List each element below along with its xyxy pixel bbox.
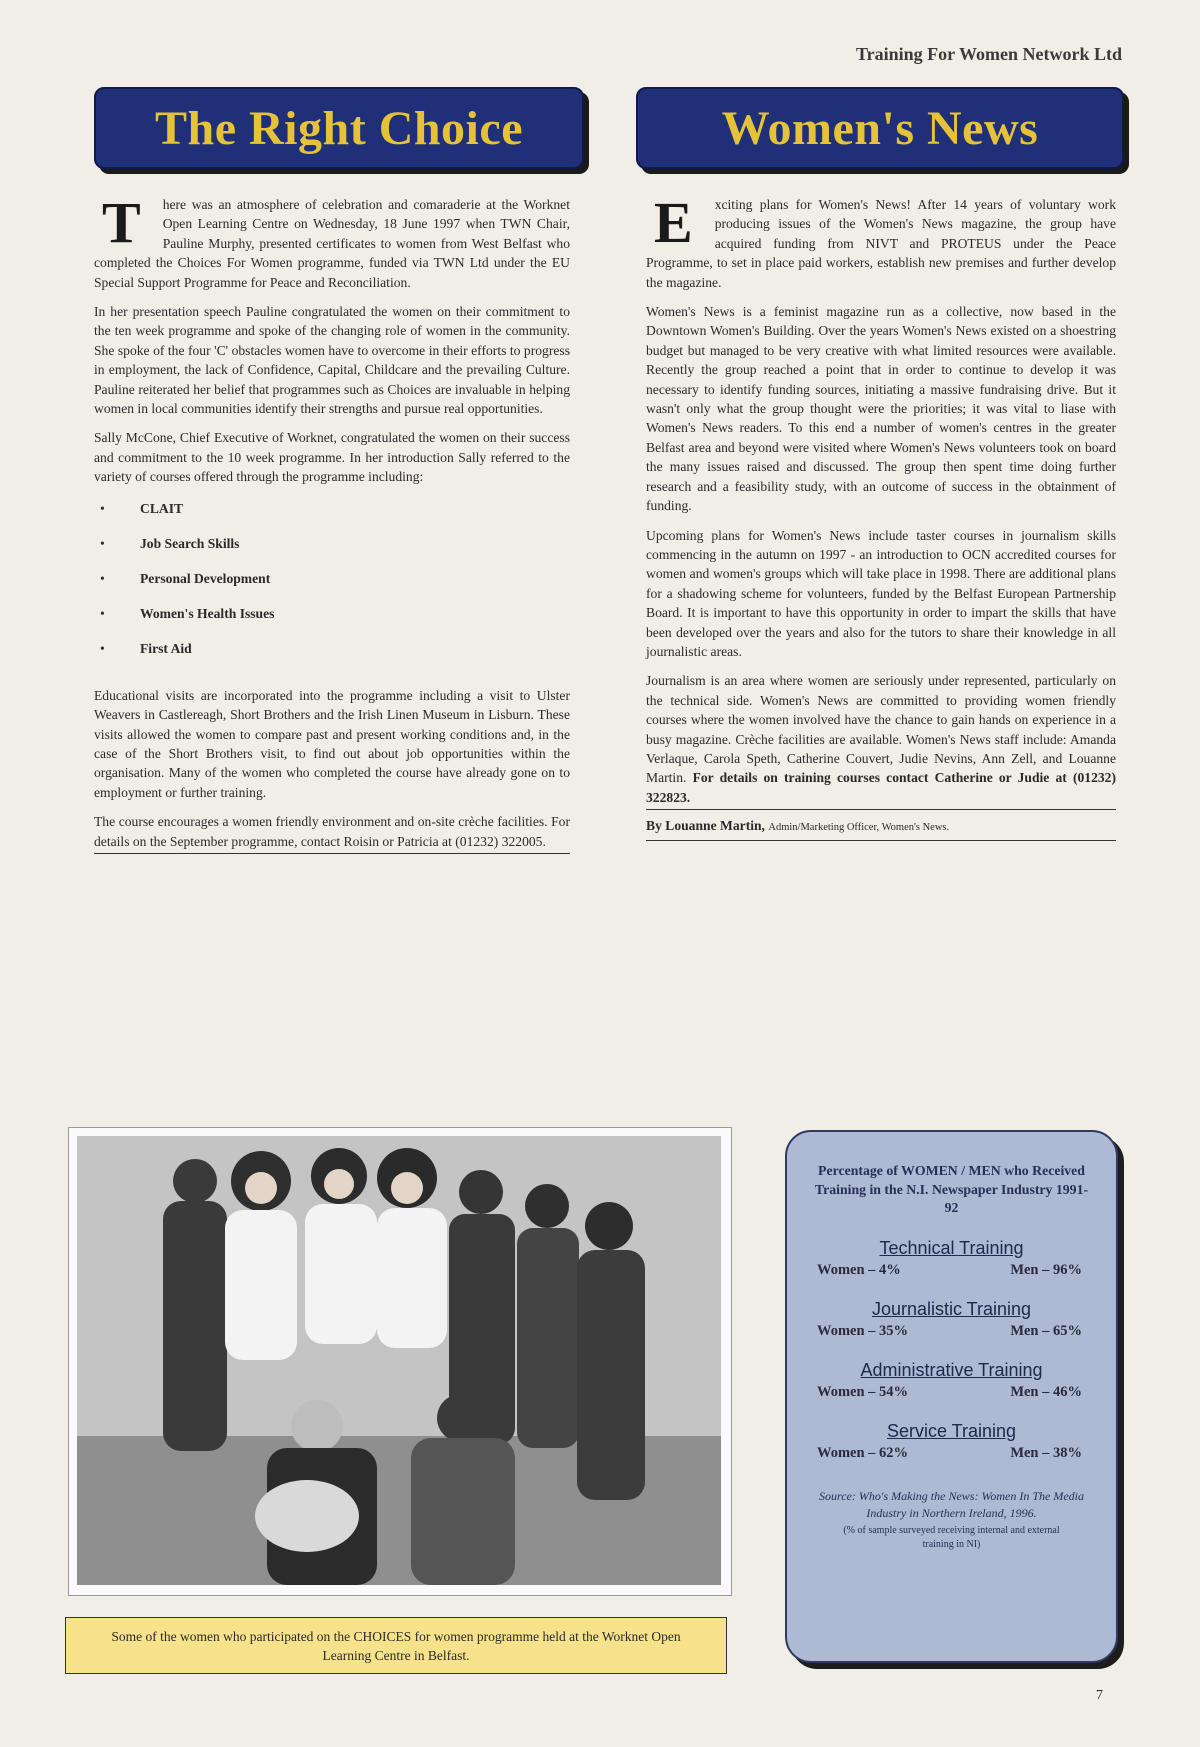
group-photo-image bbox=[77, 1136, 721, 1585]
training-stats-box bbox=[785, 1130, 1118, 1663]
stats-source: Source: Who's Making the News: Women In The Media Industry in Northern Ireland, 1996. bbox=[819, 1488, 1084, 1520]
list-item: • CLAIT bbox=[94, 499, 570, 534]
category-label: Technical Training bbox=[879, 1237, 1024, 1258]
article-womens-news bbox=[646, 190, 1116, 841]
divider bbox=[646, 840, 1116, 841]
bullet-icon: • bbox=[100, 500, 105, 516]
list-item: • Personal Development bbox=[94, 569, 570, 604]
drop-cap: E bbox=[654, 190, 693, 255]
paragraph: Journalism is an area where women are seriously under represented, particularly on the technical side. Women's News are committed to providing women friendly courses where the women involved have the chance to gain hands on experience in a busy magazine. Crèche facilities are available. Women's News staff include: Amanda Verlaque, Carola Speth, Catherine Couvert, Judie Nevins, Ann Zell, and Louanne Martin. For details on training courses contact Catherine or Judie at (01232) 322823. bbox=[646, 673, 1116, 805]
bullet-icon: • bbox=[100, 640, 105, 656]
paragraph: E xciting plans for Women's News! After 14 years of voluntary work producing issues of the Women's News magazine, the group have acquired funding from NIVT and PROTEUS under the Peace Programme, to set in place paid workers, establish new premises and further develop the magazine. bbox=[646, 190, 1116, 290]
photo-caption: Some of the women who participated on the CHOICES for women programme held at the Worknet Open Learning Centre in Belfast. bbox=[65, 1617, 727, 1674]
organization-name: Training For Women Network Ltd bbox=[855, 44, 1122, 64]
byline: By Louanne Martin, Admin/Marketing Officer, Women's News. bbox=[646, 818, 950, 834]
article-title: The Right Choice bbox=[155, 101, 523, 155]
category-label: Journalistic Training bbox=[871, 1298, 1032, 1319]
stats-title: Percentage of WOMEN / MEN who Received Training in the N.I. Newspaper Industry 1991-92 bbox=[814, 1163, 1089, 1215]
group-photo-frame bbox=[68, 1127, 732, 1596]
paragraph: In her presentation speech Pauline congratulated the women on their commitment to the ten week programme and spoke of the changing role of women in the community. She spoke of the four 'C' obstacles women have to overcome in their efforts to progress in employment, the lack of Confidence, Capital, Childcare and the prevailing Culture. Pauline reiterated her belief that programmes such as Choices are invaluable in helping women in local communities identify their strengths and pursue real opportunities. bbox=[94, 304, 570, 417]
bullet-icon: • bbox=[100, 570, 105, 586]
stats-note: (% of sample surveyed receiving internal and external training in NI) bbox=[843, 1524, 1060, 1550]
list-item: • Job Search Skills bbox=[94, 534, 570, 569]
category-label: Service Training bbox=[886, 1420, 1017, 1441]
article-title: Women's News bbox=[721, 101, 1039, 155]
paragraph: T here was an atmosphere of celebration and comaraderie at the Worknet Open Learning Centre on Wednesday, 18 June 1997 when TWN Chair, Pauline Murphy, presented certificates to women from West Belfast who completed the Choices For Women programme, funded via TWN Ltd under the EU Special Support Programme for Peace and Reconciliation. bbox=[94, 190, 570, 290]
paragraph: Women's News is a feminist magazine run as a collective, now based in the Downtown Women's Building. Over the years Women's News existed on a shoestring budget but managed to be very creative with what limited resources were available. Recently the group reached a point that in order to continue to develop it was necessary to identify funding sources, initiating a massive fundraising drive. But it wasn't only what the group thought were the priorities; it was vital to liase with Women's News readers. To this end a number of women's centres in the greater Belfast area and beyond were visited where Women's News volunteers took on board the many issues raised and discussed. The group then spent time doing further research and a feasibility study, with an outcome of success in the obtainment of funding. bbox=[646, 304, 1116, 514]
bullet-icon: • bbox=[100, 605, 105, 621]
paragraph: Upcoming plans for Women's News include taster courses in journalism skills commencing in the autumn on 1997 - an introduction to OCN accredited courses for women and women's groups which will take place in 1998. There are additional plans for a shadowing scheme for volunteers, funded by the Belfast European Partnership Board. It is important to have this opportunity in order to impart the skills that have been developed over the years and also for the tutors to share their knowledge in all journalistic areas. bbox=[646, 527, 1116, 659]
title-banner-womens-news bbox=[636, 87, 1124, 169]
title-banner-right-choice bbox=[94, 87, 584, 169]
category-label: Administrative Training bbox=[860, 1359, 1043, 1380]
divider bbox=[94, 853, 570, 854]
page-number: 7 bbox=[1096, 1688, 1103, 1703]
stat-row: Women – 54% Men – 46% bbox=[817, 1383, 1082, 1400]
paragraph: Educational visits are incorporated into the programme including a visit to Ulster Weavers in Castlereagh, Short Brothers and the Irish Linen Museum in Lisburn. These visits allowed the women to compare past and present working conditions and, in the case of the Short Brothers visit, to find out about job opportunities within the organisation. Many of the women who completed the course have already gone on to employment or further training. bbox=[94, 687, 570, 800]
bullet-icon: • bbox=[100, 535, 105, 551]
course-list bbox=[94, 499, 570, 674]
group-photo bbox=[77, 1136, 721, 1585]
stat-row: Women – 35% Men – 65% bbox=[817, 1322, 1082, 1339]
stat-row: Women – 62% Men – 38% bbox=[817, 1444, 1082, 1461]
drop-cap: T bbox=[102, 190, 141, 255]
stat-row: Women – 4% Men – 96% bbox=[817, 1261, 1082, 1278]
paragraph: The course encourages a women friendly environment and on-site crèche facilities. For details on the September programme, contact Roisin or Patricia at (01232) 322005. bbox=[94, 814, 570, 849]
article-right-choice bbox=[94, 190, 570, 854]
divider bbox=[646, 809, 1116, 810]
list-item: • First Aid bbox=[94, 639, 570, 674]
paragraph: Sally McCone, Chief Executive of Worknet, congratulated the women on their success and commitment to the 10 week programme. In her introduction Sally referred to the variety of courses offered through the programme including: bbox=[94, 430, 570, 485]
list-item: • Women's Health Issues bbox=[94, 604, 570, 639]
contact-details: For details on training courses contact Catherine or Judie at (01232) 322823. bbox=[646, 770, 1116, 805]
